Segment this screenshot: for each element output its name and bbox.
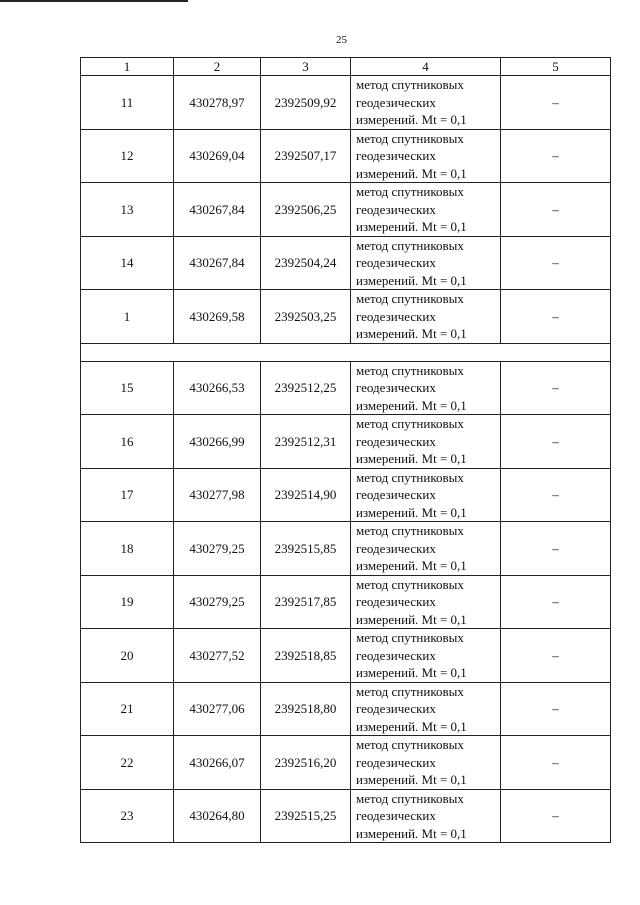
contour-separator-row (81, 343, 611, 361)
method-cell: метод спутниковых геодезических измерений. Mt = 0,1 (351, 361, 501, 415)
accuracy-cell: – (501, 629, 611, 683)
method-cell: метод спутниковых геодезических измерений. Mt = 0,1 (351, 629, 501, 683)
y-coordinate-cell: 2392504,24 (261, 236, 351, 290)
table-row (81, 575, 611, 629)
point-number-cell: 20 (81, 629, 174, 683)
table-row (81, 682, 611, 736)
accuracy-cell: – (501, 236, 611, 290)
accuracy-cell: – (501, 575, 611, 629)
accuracy-cell: – (501, 522, 611, 576)
method-cell: метод спутниковых геодезических измерений. Mt = 0,1 (351, 789, 501, 843)
x-coordinate-cell: 430278,97 (174, 76, 261, 130)
point-number-cell: 19 (81, 575, 174, 629)
y-coordinate-cell: 2392518,80 (261, 682, 351, 736)
table-row (81, 361, 611, 415)
x-coordinate-cell: 430264,80 (174, 789, 261, 843)
table-row (81, 415, 611, 469)
header-cell-method: 4 (351, 58, 501, 76)
x-coordinate-cell: 430279,25 (174, 522, 261, 576)
point-number-cell: 23 (81, 789, 174, 843)
table-row (81, 76, 611, 130)
y-coordinate-cell: 2392517,85 (261, 575, 351, 629)
y-coordinate-cell: 2392515,85 (261, 522, 351, 576)
method-cell: метод спутниковых геодезических измерений. Mt = 0,1 (351, 183, 501, 237)
coordinates-table (80, 57, 611, 843)
point-number-cell: 13 (81, 183, 174, 237)
point-number-cell: 11 (81, 76, 174, 130)
y-coordinate-cell: 2392514,90 (261, 468, 351, 522)
header-cell-point: 1 (81, 58, 174, 76)
point-number-cell: 18 (81, 522, 174, 576)
method-cell: метод спутниковых геодезических измерений. Mt = 0,1 (351, 129, 501, 183)
contour-separator-cell (81, 343, 611, 361)
point-number-cell: 1 (81, 290, 174, 344)
table-row (81, 789, 611, 843)
y-coordinate-cell: 2392516,20 (261, 736, 351, 790)
header-cell-accuracy: 5 (501, 58, 611, 76)
y-coordinate-cell: 2392518,85 (261, 629, 351, 683)
x-coordinate-cell: 430267,84 (174, 236, 261, 290)
x-coordinate-cell: 430269,58 (174, 290, 261, 344)
header-row (81, 58, 611, 76)
y-coordinate-cell: 2392507,17 (261, 129, 351, 183)
y-coordinate-cell: 2392512,31 (261, 415, 351, 469)
coordinates-table-body (81, 58, 611, 843)
y-coordinate-cell: 2392506,25 (261, 183, 351, 237)
point-number-cell: 16 (81, 415, 174, 469)
point-number-cell: 22 (81, 736, 174, 790)
accuracy-cell: – (501, 183, 611, 237)
y-coordinate-cell: 2392509,92 (261, 76, 351, 130)
point-number-cell: 14 (81, 236, 174, 290)
accuracy-cell: – (501, 361, 611, 415)
table-row (81, 522, 611, 576)
x-coordinate-cell: 430266,53 (174, 361, 261, 415)
method-cell: метод спутниковых геодезических измерений. Mt = 0,1 (351, 575, 501, 629)
point-number-cell: 15 (81, 361, 174, 415)
x-coordinate-cell: 430267,84 (174, 183, 261, 237)
accuracy-cell: – (501, 468, 611, 522)
accuracy-cell: – (501, 129, 611, 183)
table-row (81, 290, 611, 344)
accuracy-cell: – (501, 415, 611, 469)
x-coordinate-cell: 430277,06 (174, 682, 261, 736)
table-row (81, 129, 611, 183)
method-cell: метод спутниковых геодезических измерений. Mt = 0,1 (351, 468, 501, 522)
method-cell: метод спутниковых геодезических измерений. Mt = 0,1 (351, 415, 501, 469)
point-number-cell: 12 (81, 129, 174, 183)
table-row (81, 629, 611, 683)
y-coordinate-cell: 2392512,25 (261, 361, 351, 415)
header-cell-x: 2 (174, 58, 261, 76)
y-coordinate-cell: 2392515,25 (261, 789, 351, 843)
accuracy-cell: – (501, 682, 611, 736)
y-coordinate-cell: 2392503,25 (261, 290, 351, 344)
accuracy-cell: – (501, 736, 611, 790)
table-row (81, 236, 611, 290)
table-row (81, 468, 611, 522)
method-cell: метод спутниковых геодезических измерений. Mt = 0,1 (351, 736, 501, 790)
x-coordinate-cell: 430266,99 (174, 415, 261, 469)
table-row (81, 736, 611, 790)
accuracy-cell: – (501, 789, 611, 843)
method-cell: метод спутниковых геодезических измерений. Mt = 0,1 (351, 522, 501, 576)
point-number-cell: 21 (81, 682, 174, 736)
top-rule (0, 0, 188, 2)
x-coordinate-cell: 430277,52 (174, 629, 261, 683)
table-row (81, 183, 611, 237)
method-cell: метод спутниковых геодезических измерений. Mt = 0,1 (351, 236, 501, 290)
accuracy-cell: – (501, 76, 611, 130)
method-cell: метод спутниковых геодезических измерений. Mt = 0,1 (351, 290, 501, 344)
x-coordinate-cell: 430277,98 (174, 468, 261, 522)
header-cell-y: 3 (261, 58, 351, 76)
method-cell: метод спутниковых геодезических измерений. Mt = 0,1 (351, 682, 501, 736)
point-number-cell: 17 (81, 468, 174, 522)
method-cell: метод спутниковых геодезических измерений. Mt = 0,1 (351, 76, 501, 130)
x-coordinate-cell: 430269,04 (174, 129, 261, 183)
x-coordinate-cell: 430266,07 (174, 736, 261, 790)
page-number: 25 (336, 34, 347, 46)
x-coordinate-cell: 430279,25 (174, 575, 261, 629)
accuracy-cell: – (501, 290, 611, 344)
